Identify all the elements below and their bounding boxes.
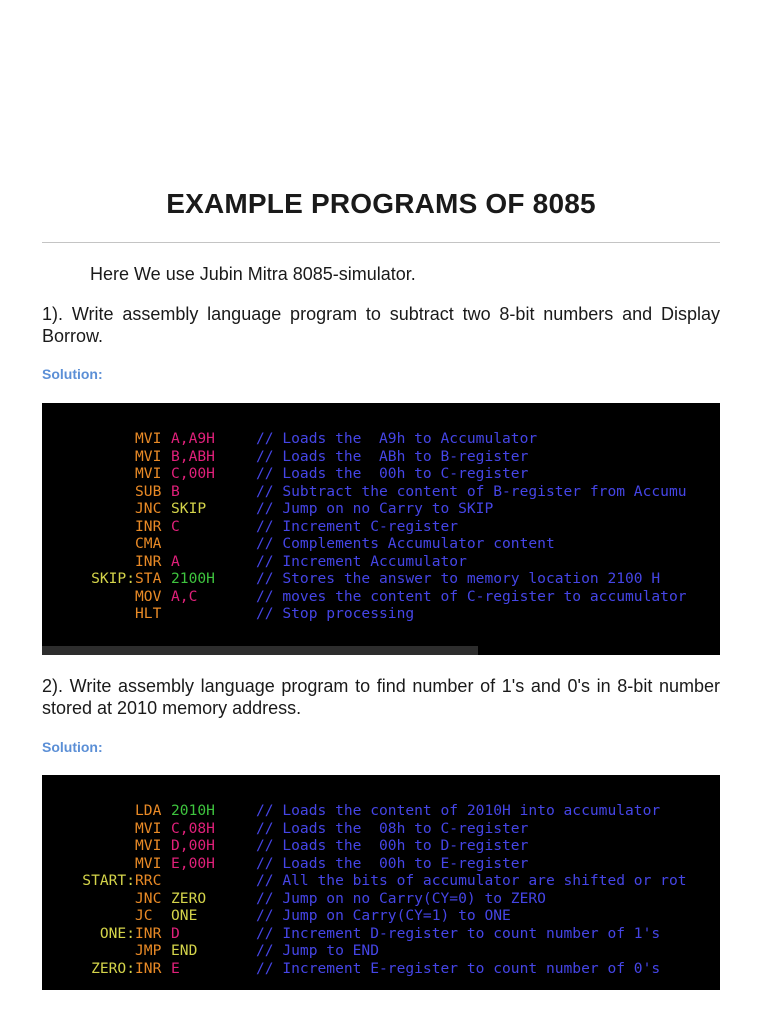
code-mnemonic: JC bbox=[135, 907, 153, 924]
code-comment: // Stores the answer to memory location 2100 H bbox=[256, 570, 661, 587]
code-comment: // Subtract the content of B-register from Accumu bbox=[256, 482, 687, 500]
code-comment: // Loads the ABh to B-register bbox=[256, 447, 529, 465]
code-line bbox=[42, 802, 687, 820]
page-title: EXAMPLE PROGRAMS OF 8085 bbox=[166, 188, 596, 219]
code-comment: // Jump on Carry(CY=1) to ONE bbox=[256, 907, 511, 924]
code-operand: 2100H bbox=[171, 570, 215, 587]
code-mnemonic: JMP bbox=[135, 942, 162, 959]
code-line bbox=[42, 960, 687, 978]
code-block-1[interactable] bbox=[42, 403, 720, 655]
code-line bbox=[42, 907, 687, 925]
code-operand: D bbox=[171, 924, 180, 942]
code-operand: E bbox=[171, 959, 180, 977]
code-comment: // Loads the A9h to Accumulator bbox=[256, 430, 538, 447]
code-operand: E,00H bbox=[171, 854, 215, 872]
code-mnemonic: INR bbox=[135, 924, 162, 942]
code-line bbox=[42, 605, 687, 623]
code-block-2[interactable] bbox=[42, 775, 720, 990]
code-label: SKIP: bbox=[91, 570, 135, 587]
code-line bbox=[42, 500, 687, 518]
code-mnemonic: RRC bbox=[135, 872, 162, 889]
code-lines-2 bbox=[42, 802, 687, 977]
code-comment: // Loads the 08h to C-register bbox=[256, 819, 529, 837]
code-label: START: bbox=[82, 872, 135, 889]
code-operand: C,00H bbox=[171, 465, 215, 482]
code-comment: // Stop processing bbox=[256, 605, 415, 622]
code-operand: A bbox=[171, 552, 180, 570]
code-operand: 2010H bbox=[171, 802, 215, 819]
intro-text: Here We use Jubin Mitra 8085-simulator. bbox=[90, 264, 416, 284]
code-operand: A,A9H bbox=[171, 430, 215, 447]
code-mnemonic: MVI bbox=[135, 837, 162, 854]
code-comment: // Loads the 00h to D-register bbox=[256, 837, 529, 854]
code-mnemonic: MVI bbox=[135, 430, 162, 447]
code-comment: // Loads the 00h to E-register bbox=[256, 854, 529, 872]
code-line bbox=[42, 820, 687, 838]
code-mnemonic: MVI bbox=[135, 465, 162, 482]
code-operand: B,ABH bbox=[171, 447, 215, 465]
code-comment: // Jump on no Carry to SKIP bbox=[256, 500, 494, 517]
code-mnemonic: HLT bbox=[135, 605, 162, 622]
code-line bbox=[42, 430, 687, 448]
code-line bbox=[42, 535, 687, 553]
code-line bbox=[42, 553, 687, 571]
title-divider bbox=[42, 242, 720, 243]
code-mnemonic: MVI bbox=[135, 854, 162, 872]
code-operand: A,C bbox=[171, 587, 198, 605]
code-label: ZERO: bbox=[91, 959, 135, 977]
solution-1-label: Solution: bbox=[42, 366, 103, 382]
code-mnemonic: INR bbox=[135, 517, 162, 535]
code-comment: // Increment C-register bbox=[256, 517, 459, 535]
code-comment: // Increment Accumulator bbox=[256, 552, 467, 570]
code-comment: // Jump to END bbox=[256, 942, 380, 959]
code-mnemonic: LDA bbox=[135, 802, 162, 819]
code-comment: // Increment D-register to count number of 1's bbox=[256, 924, 661, 942]
code-line bbox=[42, 588, 687, 606]
solution-2-label: Solution: bbox=[42, 739, 103, 755]
code-mnemonic: SUB bbox=[135, 482, 162, 500]
code-operand: ONE bbox=[171, 907, 198, 924]
code-operand: C bbox=[171, 517, 180, 535]
code-block-1-scrollbar[interactable] bbox=[42, 646, 478, 655]
code-line bbox=[42, 942, 687, 960]
code-label: ONE: bbox=[99, 924, 135, 942]
code-mnemonic: CMA bbox=[135, 535, 162, 552]
code-comment: // Loads the content of 2010H into accumulator bbox=[256, 802, 661, 819]
code-comment: // Jump on no Carry(CY=0) to ZERO bbox=[256, 889, 546, 907]
code-line bbox=[42, 570, 687, 588]
code-mnemonic: MOV bbox=[135, 587, 162, 605]
code-comment: // Increment E-register to count number of 0's bbox=[256, 959, 661, 977]
code-mnemonic: INR bbox=[135, 959, 162, 977]
code-mnemonic: STA bbox=[135, 570, 162, 587]
code-mnemonic: MVI bbox=[135, 447, 162, 465]
code-mnemonic: MVI bbox=[135, 819, 162, 837]
code-comment: // Loads the 00h to C-register bbox=[256, 465, 529, 482]
code-line bbox=[42, 872, 687, 890]
code-comment: // moves the content of C-register to accumulator bbox=[256, 587, 687, 605]
code-line bbox=[42, 448, 687, 466]
code-operand: B bbox=[171, 482, 180, 500]
code-line bbox=[42, 837, 687, 855]
code-line bbox=[42, 465, 687, 483]
code-operand: C,08H bbox=[171, 819, 215, 837]
code-mnemonic: INR bbox=[135, 552, 162, 570]
code-comment: // Complements Accumulator content bbox=[256, 535, 555, 552]
code-line bbox=[42, 890, 687, 908]
code-lines-1 bbox=[42, 430, 687, 623]
question-2-text: 2). Write assembly language program to find number of 1's and 0's in 8-bit number stored at 2010 memory address. bbox=[42, 676, 720, 718]
code-operand: SKIP bbox=[171, 500, 207, 517]
code-operand: D,00H bbox=[171, 837, 215, 854]
code-operand: ZERO bbox=[171, 889, 207, 907]
code-line bbox=[42, 925, 687, 943]
question-1-text: 1). Write assembly language program to subtract two 8-bit numbers and Display Borrow. bbox=[42, 304, 720, 346]
code-mnemonic: JNC bbox=[135, 889, 162, 907]
code-operand: END bbox=[171, 942, 198, 959]
code-line bbox=[42, 855, 687, 873]
code-mnemonic: JNC bbox=[135, 500, 162, 517]
code-line bbox=[42, 483, 687, 501]
code-comment: // All the bits of accumulator are shifted or rot bbox=[256, 872, 687, 889]
code-line bbox=[42, 518, 687, 536]
